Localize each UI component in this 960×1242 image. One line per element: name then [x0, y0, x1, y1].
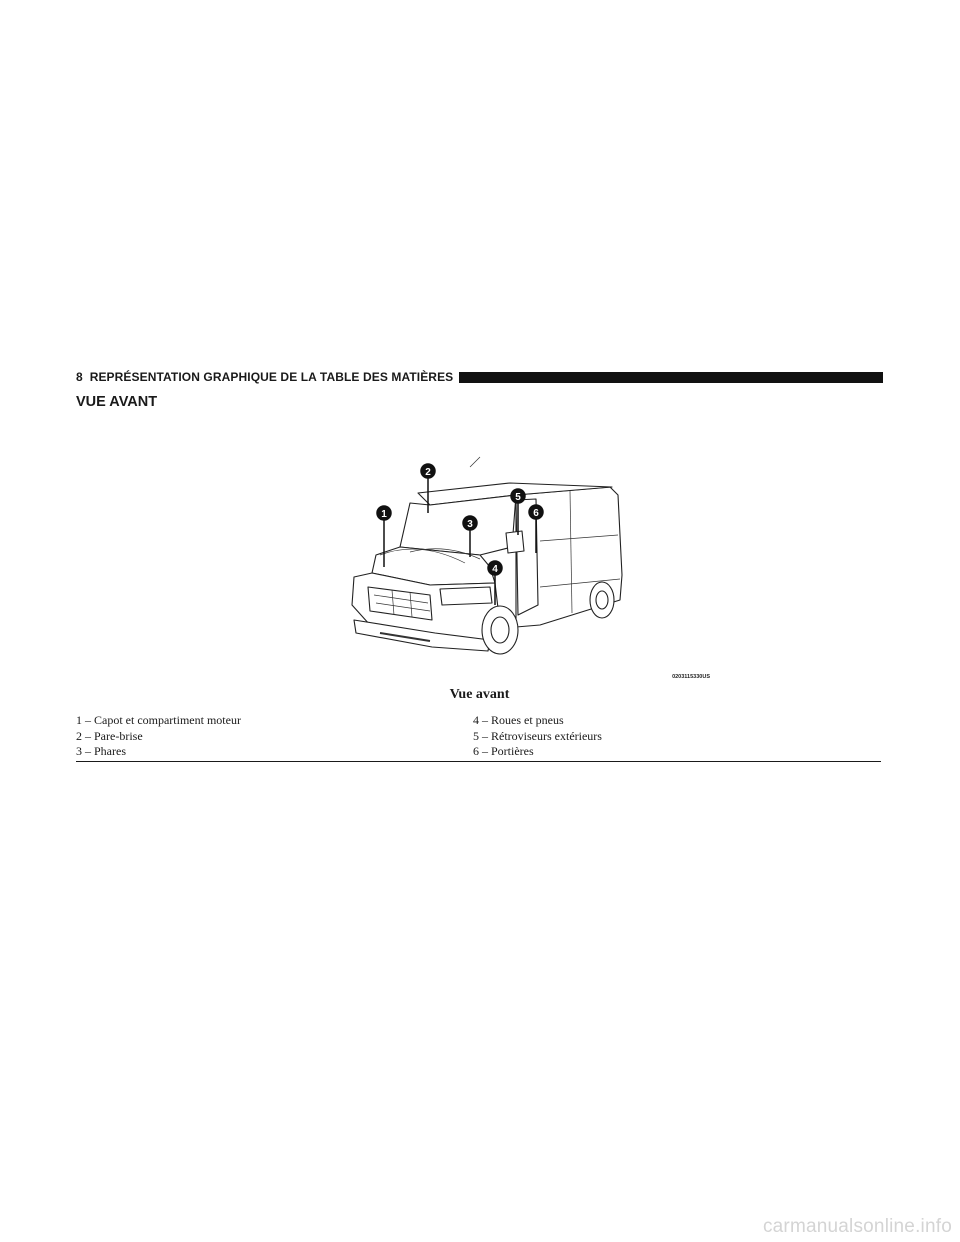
- legend-item: 5 – Rétroviseurs extérieurs: [473, 728, 602, 743]
- header-rule-bar: [459, 372, 883, 383]
- page-number: 8: [76, 370, 83, 384]
- section-title: VUE AVANT: [76, 394, 158, 410]
- svg-text:4: 4: [492, 564, 498, 575]
- figure-caption: Vue avant: [449, 687, 510, 702]
- svg-text:2: 2: [425, 467, 431, 478]
- legend-item: 4 – Roues et pneus: [473, 713, 564, 727]
- svg-text:1: 1: [381, 509, 387, 520]
- van-illustration: [340, 455, 720, 685]
- legend-item: 3 – Phares: [76, 744, 126, 758]
- svg-text:3: 3: [467, 519, 473, 530]
- image-code: 0203115330US: [672, 674, 710, 680]
- watermark: carmanualsonline.info: [762, 1216, 952, 1237]
- legend-item: 6 – Portières: [473, 744, 534, 758]
- side-mirror: [506, 531, 524, 553]
- windshield: [400, 495, 516, 555]
- page-header: [76, 369, 883, 385]
- legend-item: 1 – Capot et compartiment moteur: [76, 713, 241, 727]
- headlight: [440, 587, 492, 605]
- figure-legend: [76, 713, 883, 760]
- svg-text:6: 6: [533, 508, 539, 519]
- van-front-view-figure: [340, 455, 720, 685]
- chapter-title: REPRÉSENTATION GRAPHIQUE DE LA TABLE DES MATIÈRES: [89, 370, 454, 384]
- legend-item: 2 – Pare-brise: [76, 728, 143, 743]
- legend-divider: [76, 761, 881, 762]
- svg-text:5: 5: [515, 492, 521, 503]
